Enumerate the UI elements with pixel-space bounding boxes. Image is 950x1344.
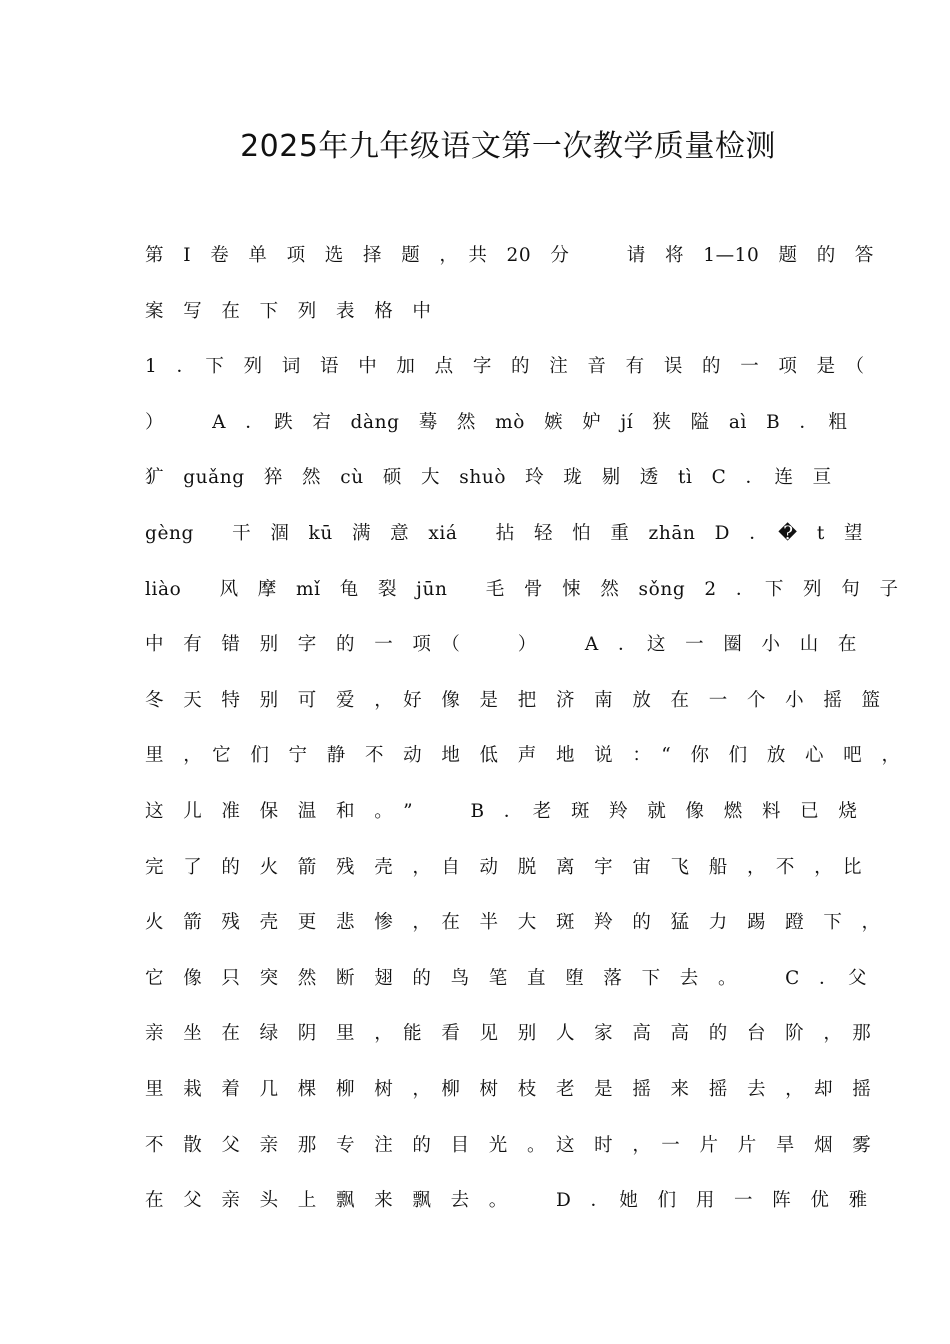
text-line: 完 了 的 火 箭 残 壳 ， 自 动 脱 离 宇 宙 飞 船 ， 不 ， 比 — [145, 856, 863, 878]
text-line: 犷 guǎng 猝 然 cù 硕 大 shuò 玲 珑 剔 透 tì C ． 连 亘 — [145, 467, 832, 489]
text-line: 里 ， 它 们 宁 静 不 动 地 低 声 地 说 ： “ 你 们 放 心 吧 ， — [145, 745, 901, 767]
text-line: 1 ． 下 列 词 语 中 加 点 字 的 注 音 有 误 的 一 项 是 （ — [145, 356, 865, 378]
text-line: 它 像 只 突 然 断 翅 的 鸟 笔 直 堕 落 下 去 。 C ． 父 — [145, 967, 868, 989]
text-line: ） A ． 跌 宕 dàng 蓦 然 mò 嫉 妒 jí 狭 隘 aì B ． 粗 — [145, 411, 848, 433]
text-line: 冬 天 特 别 可 爱 ， 好 像 是 把 济 南 放 在 一 个 小 摇 篮 — [145, 689, 881, 711]
text-line: 案 写 在 下 列 表 格 中 — [145, 300, 432, 322]
text-line: liào 风 摩 mǐ 龟 裂 jūn 毛 骨 悚 然 sǒng 2 ． 下 列 句 子 — [145, 578, 899, 600]
text-line: 中 有 错 别 字 的 一 项 （ ） A ． 这 一 圈 小 山 在 — [145, 634, 858, 656]
text-line: gèng 干 涸 kū 满 意 xiá 拈 轻 怕 重 zhān D ． � t 望 — [145, 522, 864, 544]
text-line: 这 儿 准 保 温 和 。 ” B ． 老 斑 羚 就 像 燃 料 已 烧 — [145, 800, 858, 822]
text-line: 亲 坐 在 绿 阴 里 ， 能 看 见 别 人 家 高 高 的 台 阶 ， 那 — [145, 1023, 872, 1045]
text-line: 火 箭 残 壳 更 悲 惨 ， 在 半 大 斑 羚 的 猛 力 踢 蹬 下 ， — [145, 912, 881, 934]
text-line: 第 Ⅰ 卷 单 项 选 择 题 ， 共 20 分 请 将 1—10 题 的 答 — [145, 245, 875, 266]
document-title: 2025年九年级语文第一次教学质量检测 — [240, 129, 776, 164]
text-line: 在 父 亲 头 上 飘 来 飘 去 。 D ． 她 们 用 一 阵 优 雅 — [145, 1190, 868, 1212]
text-line: 里 栽 着 几 棵 柳 树 ， 柳 树 枝 老 是 摇 来 摇 去 ， 却 摇 — [145, 1078, 872, 1100]
text-line: 不 散 父 亲 那 专 注 的 目 光 。 这 时 ， 一 片 片 旱 烟 雾 — [145, 1134, 872, 1156]
question-body — [145, 228, 901, 1229]
